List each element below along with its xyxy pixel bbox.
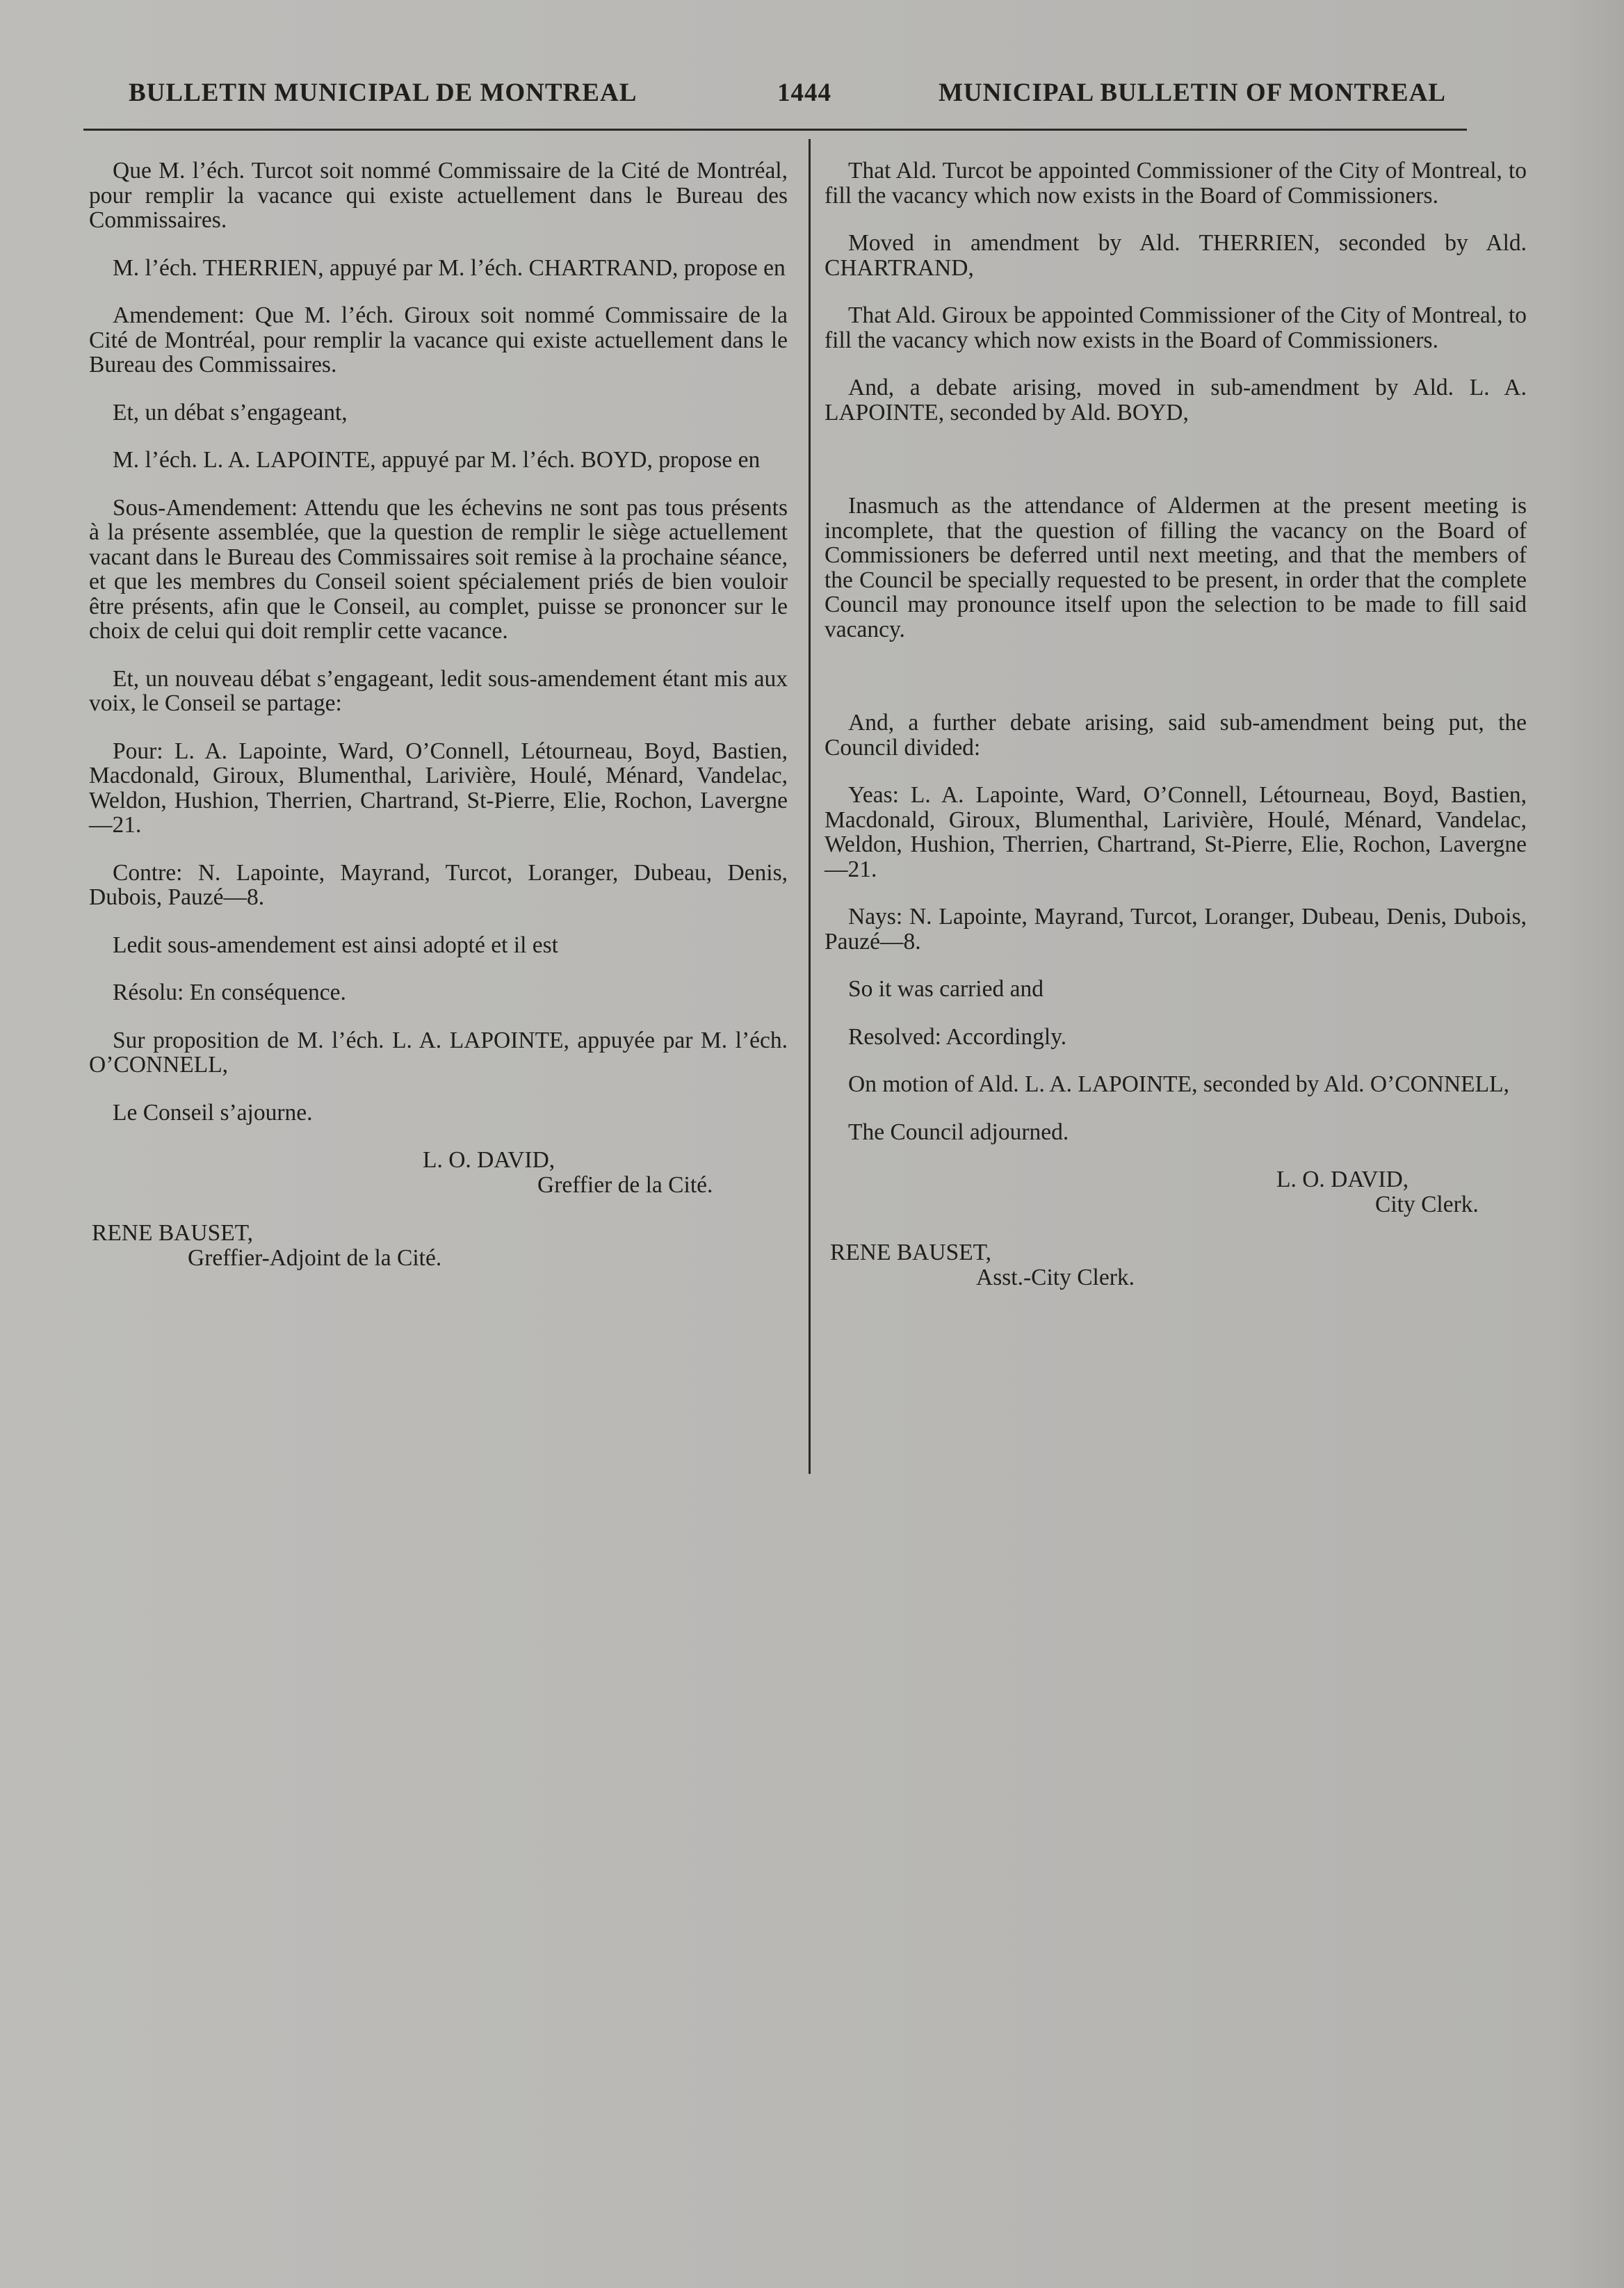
fr-paragraph-1: Que M. l’éch. Turcot soit nommé Commissaire de la Cité de Montréal, pour remplir la vacance qui existe actuellement dans le Bureau des Commissaires. (89, 158, 788, 233)
fr-paragraph-6: Sous-Amendement: Attendu que les échevins ne sont pas tous présents à la présente assemblée, que la question de remplir le siège actuellement vacant dans le Bureau des Commissaires soit remise à la prochaine séance, et que les membres du Conseil soient spécialement priés de bien vouloir être présents, afin que le Conseil, au complet, puisse se prononcer sur le choix de celui qui doit remplir cette vacance. (89, 494, 788, 644)
fr-paragraph-9: Contre: N. Lapointe, Mayrand, Turcot, Loranger, Dubeau, Denis, Dubois, Pauzé—8. (89, 859, 788, 910)
header-english-title: MUNICIPAL BULLETIN OF MONTREAL (939, 79, 1446, 107)
en-paragraph-5: Inasmuch as the attendance of Aldermen at the present meeting is incomplete, that the question of filling the vacancy on the Board of Commissioners be deferred until next meeting, and that the members of the Council be specially requested to be present, in order that the complete Council may pronounce itself upon the selection to be made to fill said vacancy. (825, 493, 1527, 642)
en-paragraph-6: And, a further debate arising, said sub-amendment being put, the Council divided: (825, 710, 1527, 761)
column-divider (809, 139, 811, 1474)
header-french-title: BULLETIN MUNICIPAL DE MONTREAL (129, 79, 638, 107)
fr-paragraph-8: Pour: L. A. Lapointe, Ward, O’Connell, Létourneau, Boyd, Bastien, Macdonald, Giroux, Blumenthal, Larivière, Houlé, Ménard, Vandelac, Weldon, Hushion, Therrien, Chartrand, St-Pierre, Elie, Rochon, Lavergne—21. (89, 738, 788, 838)
en-signature-1-title: City Clerk. (1375, 1191, 1479, 1217)
en-signature-2-name: RENE BAUSET, (830, 1240, 992, 1265)
fr-signature-1-title: Greffier de la Cité. (537, 1171, 713, 1198)
header-rule (83, 129, 1467, 131)
fr-paragraph-13: Le Conseil s’ajourne. (113, 1099, 313, 1126)
en-paragraph-2: Moved in amendment by Ald. THERRIEN, seconded by Ald. CHARTRAND, (825, 230, 1527, 281)
en-paragraph-10: Resolved: Accordingly. (848, 1023, 1067, 1050)
french-column (89, 159, 788, 1270)
fr-signature-1-name: L. O. DAVID, (423, 1147, 555, 1173)
fr-paragraph-7: Et, un nouveau débat s’engageant, ledit sous-amendement étant mis aux voix, le Conseil se partage: (89, 665, 788, 716)
en-signature-2-title: Asst.-City Clerk. (976, 1264, 1135, 1290)
english-column (825, 159, 1527, 1290)
fr-signature-2-title: Greffier-Adjoint de la Cité. (188, 1244, 442, 1271)
en-spacer-1 (825, 448, 1527, 494)
en-paragraph-12: The Council adjourned. (848, 1119, 1069, 1145)
fr-paragraph-10: Ledit sous-amendement est ainsi adopté et il est (113, 932, 558, 958)
en-paragraph-11: On motion of Ald. L. A. LAPOINTE, seconded by Ald. O’CONNELL, (848, 1071, 1509, 1097)
en-paragraph-1: That Ald. Turcot be appointed Commissioner of the City of Montreal, to fill the vacancy which now exists in the Board of Commissioners. (825, 158, 1527, 209)
fr-signature-2-name: RENE BAUSET, (92, 1220, 254, 1246)
en-signature-1-name: L. O. DAVID, (1276, 1167, 1409, 1192)
fr-paragraph-2: M. l’éch. THERRIEN, appuyé par M. l’éch. CHARTRAND, propose en (113, 254, 786, 281)
fr-paragraph-11: Résolu: En conséquence. (113, 980, 346, 1005)
en-paragraph-3: That Ald. Giroux be appointed Commissioner of the City of Montreal, to fill the vacancy which now exists in the Board of Commissioners. (825, 302, 1527, 353)
fr-paragraph-4: Et, un débat s’engageant, (113, 399, 348, 425)
en-paragraph-7: Yeas: L. A. Lapointe, Ward, O’Connell, Létourneau, Boyd, Bastien, Macdonald, Giroux, Blumenthal, Larivière, Houlé, Ménard, Vandelac, Weldon, Hushion, Therrien, Chartrand, St-Pierre, Elie, Rochon, Lavergne—21. (825, 782, 1527, 882)
fr-paragraph-5: M. l’éch. L. A. LAPOINTE, appuyé par M. l’éch. BOYD, propose en (113, 447, 761, 473)
en-spacer-2 (825, 665, 1527, 711)
fr-paragraph-12: Sur proposition de M. l’éch. L. A. LAPOINTE, appuyée par M. l’éch. O’CONNELL, (89, 1027, 788, 1078)
en-paragraph-9: So it was carried and (848, 976, 1044, 1002)
fr-paragraph-3: Amendement: Que M. l’éch. Giroux soit nommé Commissaire de la Cité de Montréal, pour remplir la vacance qui existe actuellement dans le Bureau des Commissaires. (89, 302, 788, 378)
en-paragraph-4: And, a debate arising, moved in sub-amendment by Ald. L. A. LAPOINTE, seconded by Ald. BOYD, (825, 375, 1527, 425)
page-number: 1444 (777, 79, 831, 107)
en-paragraph-8: Nays: N. Lapointe, Mayrand, Turcot, Loranger, Dubeau, Denis, Dubois, Pauzé—8. (825, 904, 1527, 955)
page-header (104, 78, 1481, 120)
